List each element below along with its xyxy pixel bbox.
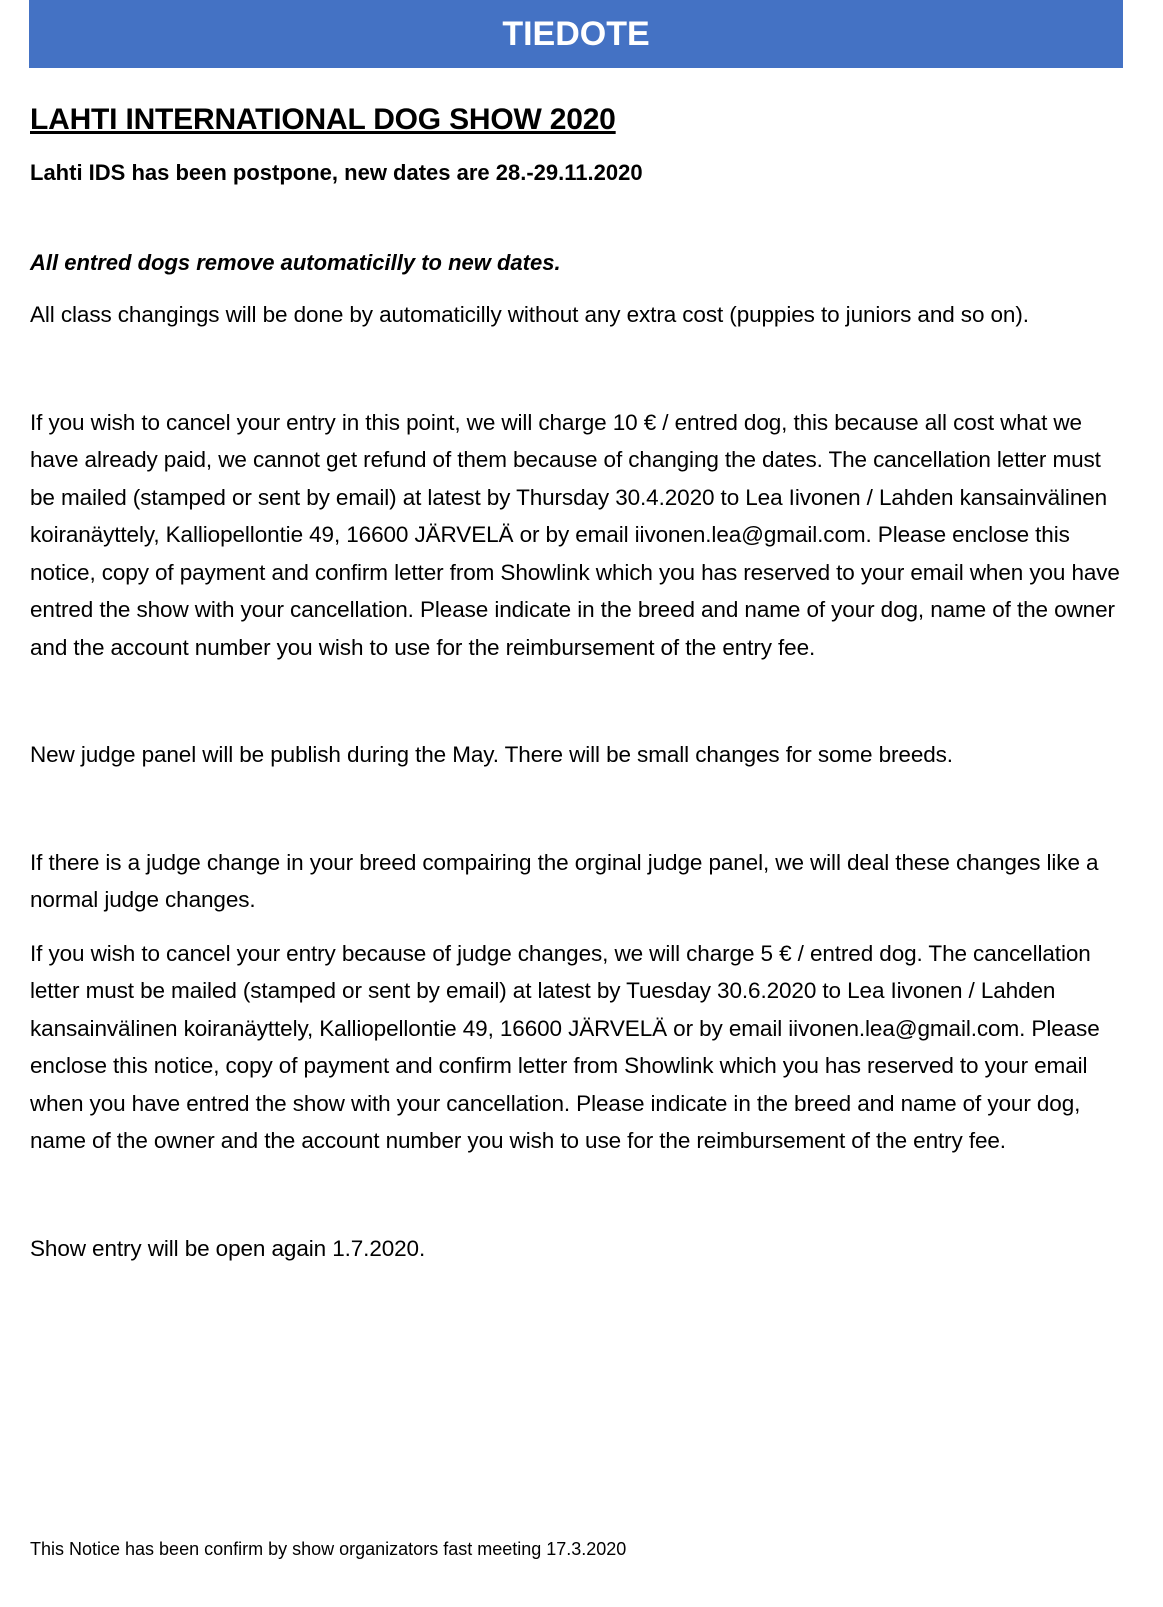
notice-body: [30, 100, 1130, 1267]
auto-move-notice: All entred dogs remove automaticilly to new dates.: [30, 250, 561, 275]
cancel-judge-change-paragraph: If you wish to cancel your entry because of judge changes, we will charge 5 € / entred dog. The cancellation letter must be mailed (stamped or sent by email) at latest by Tuesday 30.6.2020 to Lea Iivonen / Lahden kansainvälinen koiranäyttely, Kalliopellontie 49, 16600 JÄRVELÄ or by email iivonen.lea@gmail.com. Please enclose this notice, copy of payment and confirm letter from Showlink which you has reserved to your email when you have entred the show with your cancellation. Please indicate in the breed and name of your dog, name of the owner and the account number you wish to use for the reimbursement of the entry fee.: [30, 940, 1100, 1153]
judge-panel-paragraph: New judge panel will be publish during the May. There will be small changes for some breeds.: [30, 742, 953, 767]
spacer: [30, 334, 1130, 404]
spacer: [30, 1160, 1130, 1230]
judge-change-paragraph: If there is a judge change in your breed compairing the orginal judge panel, we will deal these changes like a normal judge changes.: [30, 849, 1099, 912]
page-title: LAHTI INTERNATIONAL DOG SHOW 2020: [30, 103, 616, 136]
cancel-entry-paragraph: If you wish to cancel your entry in this point, we will charge 10 € / entred dog, this because all cost what we have already paid, we cannot get refund of them because of changing the dates. The cancellation letter must be mailed (stamped or sent by email) at latest by Thursday 30.4.2020 to Lea Iivonen / Lahden kansainvälinen koiranäyttely, Kalliopellontie 49, 16600 JÄRVELÄ or by email iivonen.lea@gmail.com. Please enclose this notice, copy of payment and confirm letter from Showlink which you has reserved to your email when you have entred the show with your cancellation. Please indicate in the breed and name of your dog, name of the owner and the account number you wish to use for the reimbursement of the entry fee.: [30, 409, 1120, 660]
footnote: This Notice has been confirm by show organizators fast meeting 17.3.2020: [30, 1539, 627, 1559]
class-changes-paragraph: All class changings will be done by automaticilly without any extra cost (puppies to juniors and so on).: [30, 302, 1029, 327]
spacer: [30, 666, 1130, 736]
spacer: [30, 774, 1130, 844]
entry-open-paragraph: Show entry will be open again 1.7.2020.: [30, 1235, 426, 1261]
banner-title: TIEDOTE: [502, 15, 650, 53]
spacer: [30, 919, 1130, 935]
notice-banner: [29, 0, 1123, 68]
postponed-dates-subtitle: Lahti IDS has been postpone, new dates are 28.-29.11.2020: [30, 160, 643, 185]
